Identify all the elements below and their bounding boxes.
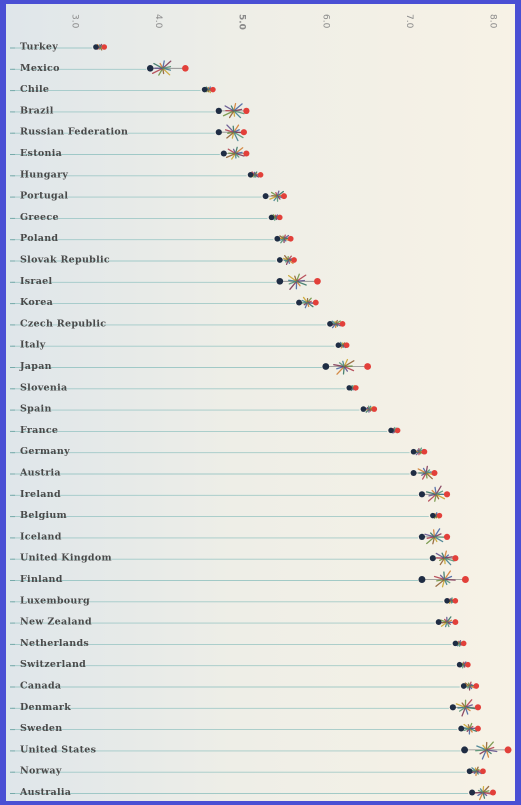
- high-point: [314, 278, 321, 285]
- petal-mark: [369, 406, 370, 409]
- high-point: [444, 534, 450, 540]
- country-label: Brazil: [20, 105, 54, 117]
- country-label: Slovak Republic: [20, 254, 111, 266]
- country-label: Hungary: [20, 169, 69, 181]
- petal-mark: [444, 572, 445, 579]
- low-point: [296, 300, 302, 306]
- petal-mark: [476, 750, 487, 751]
- country-label: Finland: [20, 574, 63, 585]
- low-point: [430, 555, 436, 561]
- high-point: [364, 363, 371, 370]
- high-point: [243, 108, 249, 114]
- country-label: Netherlands: [20, 637, 90, 649]
- low-point: [216, 129, 222, 135]
- country-label: Canada: [20, 680, 62, 692]
- petal-mark: [302, 303, 308, 304]
- x-tick-label: 7.0: [403, 14, 414, 29]
- low-point: [276, 278, 283, 285]
- high-point: [277, 215, 283, 221]
- high-point: [490, 789, 496, 795]
- country-label: United Kingdom: [20, 552, 112, 564]
- country-label: Israel: [20, 275, 53, 287]
- low-point: [411, 449, 417, 455]
- country-label: New Zealand: [20, 616, 92, 628]
- country-label: Austria: [20, 467, 61, 479]
- chart-svg: [6, 4, 515, 801]
- high-point: [340, 321, 346, 327]
- high-point: [353, 385, 358, 390]
- country-label: Italy: [20, 339, 46, 351]
- high-point: [505, 746, 512, 753]
- country-label: Germany: [20, 446, 70, 458]
- country-label: Portugal: [20, 190, 69, 202]
- high-point: [475, 726, 481, 732]
- high-point: [461, 641, 467, 647]
- high-point: [371, 406, 377, 412]
- low-point: [221, 150, 227, 156]
- high-point: [475, 704, 481, 710]
- low-point: [419, 534, 425, 540]
- x-tick-label: 3.0: [69, 14, 80, 29]
- country-label: Switzerland: [20, 659, 87, 671]
- high-point: [210, 87, 216, 93]
- high-point: [395, 428, 400, 433]
- low-point: [461, 683, 467, 689]
- high-point: [462, 576, 469, 583]
- country-label: Belgium: [20, 510, 67, 522]
- high-point: [480, 768, 486, 774]
- low-point: [336, 342, 342, 348]
- chart-frame: [6, 4, 515, 801]
- low-point: [277, 257, 283, 263]
- low-point: [248, 172, 254, 178]
- country-label: Greece: [20, 211, 59, 223]
- low-point: [263, 193, 269, 199]
- high-point: [101, 44, 107, 50]
- country-label: Sweden: [20, 723, 63, 735]
- high-point: [258, 172, 264, 178]
- high-point: [452, 619, 458, 625]
- low-point: [444, 598, 450, 604]
- low-point: [461, 746, 468, 753]
- country-label: United States: [20, 744, 97, 756]
- low-point: [411, 470, 417, 476]
- country-label: Korea: [20, 297, 54, 309]
- high-point: [241, 129, 247, 135]
- low-point: [457, 662, 463, 668]
- low-point: [458, 726, 464, 732]
- high-point: [465, 662, 471, 668]
- high-point: [453, 598, 459, 604]
- low-point: [269, 215, 275, 221]
- country-label: Iceland: [20, 531, 62, 543]
- x-tick-label: 6.0: [320, 14, 331, 29]
- high-point: [182, 65, 189, 72]
- country-label: Chile: [20, 84, 50, 96]
- country-label: Slovenia: [20, 382, 68, 394]
- high-point: [291, 257, 297, 263]
- low-point: [450, 704, 456, 710]
- low-point: [453, 641, 459, 647]
- country-label: Mexico: [20, 62, 60, 74]
- low-point: [202, 87, 208, 93]
- low-point: [469, 789, 475, 795]
- low-point: [467, 768, 473, 774]
- x-tick-label: 5.0: [236, 14, 247, 30]
- country-label: Turkey: [20, 41, 59, 53]
- low-point: [346, 385, 351, 390]
- low-point: [274, 236, 280, 242]
- country-label: Estonia: [20, 148, 63, 159]
- high-point: [288, 236, 294, 242]
- low-point: [418, 576, 425, 583]
- country-label: Japan: [20, 361, 52, 372]
- low-point: [388, 428, 393, 433]
- high-point: [422, 449, 428, 455]
- petal-mark: [275, 217, 276, 220]
- low-point: [216, 108, 222, 114]
- country-label: Ireland: [20, 488, 61, 500]
- country-label: Norway: [20, 765, 62, 777]
- high-point: [243, 150, 249, 156]
- country-label: Russian Federation: [20, 126, 129, 138]
- country-label: Luxembourg: [20, 595, 90, 607]
- high-point: [452, 555, 458, 561]
- low-point: [430, 513, 435, 518]
- low-point: [93, 44, 99, 50]
- high-point: [444, 491, 450, 497]
- low-point: [147, 65, 154, 72]
- country-label: Australia: [20, 787, 72, 798]
- country-label: France: [20, 424, 59, 436]
- high-point: [473, 683, 479, 689]
- low-point: [436, 619, 442, 625]
- x-tick-label: 8.0: [487, 14, 498, 29]
- petal-mark: [255, 175, 256, 177]
- country-label: Spain: [20, 403, 52, 415]
- high-point: [431, 470, 437, 476]
- high-point: [313, 300, 319, 306]
- country-label: Denmark: [20, 701, 72, 713]
- petal-mark: [434, 530, 435, 537]
- country-label: Czech Republic: [20, 318, 107, 330]
- country-label: Poland: [20, 233, 59, 245]
- low-point: [327, 321, 333, 327]
- low-point: [419, 491, 425, 497]
- high-point: [281, 193, 287, 199]
- low-point: [361, 406, 367, 412]
- high-point: [437, 513, 442, 518]
- low-point: [322, 363, 329, 370]
- x-tick-label: 4.0: [153, 14, 164, 29]
- high-point: [344, 342, 350, 348]
